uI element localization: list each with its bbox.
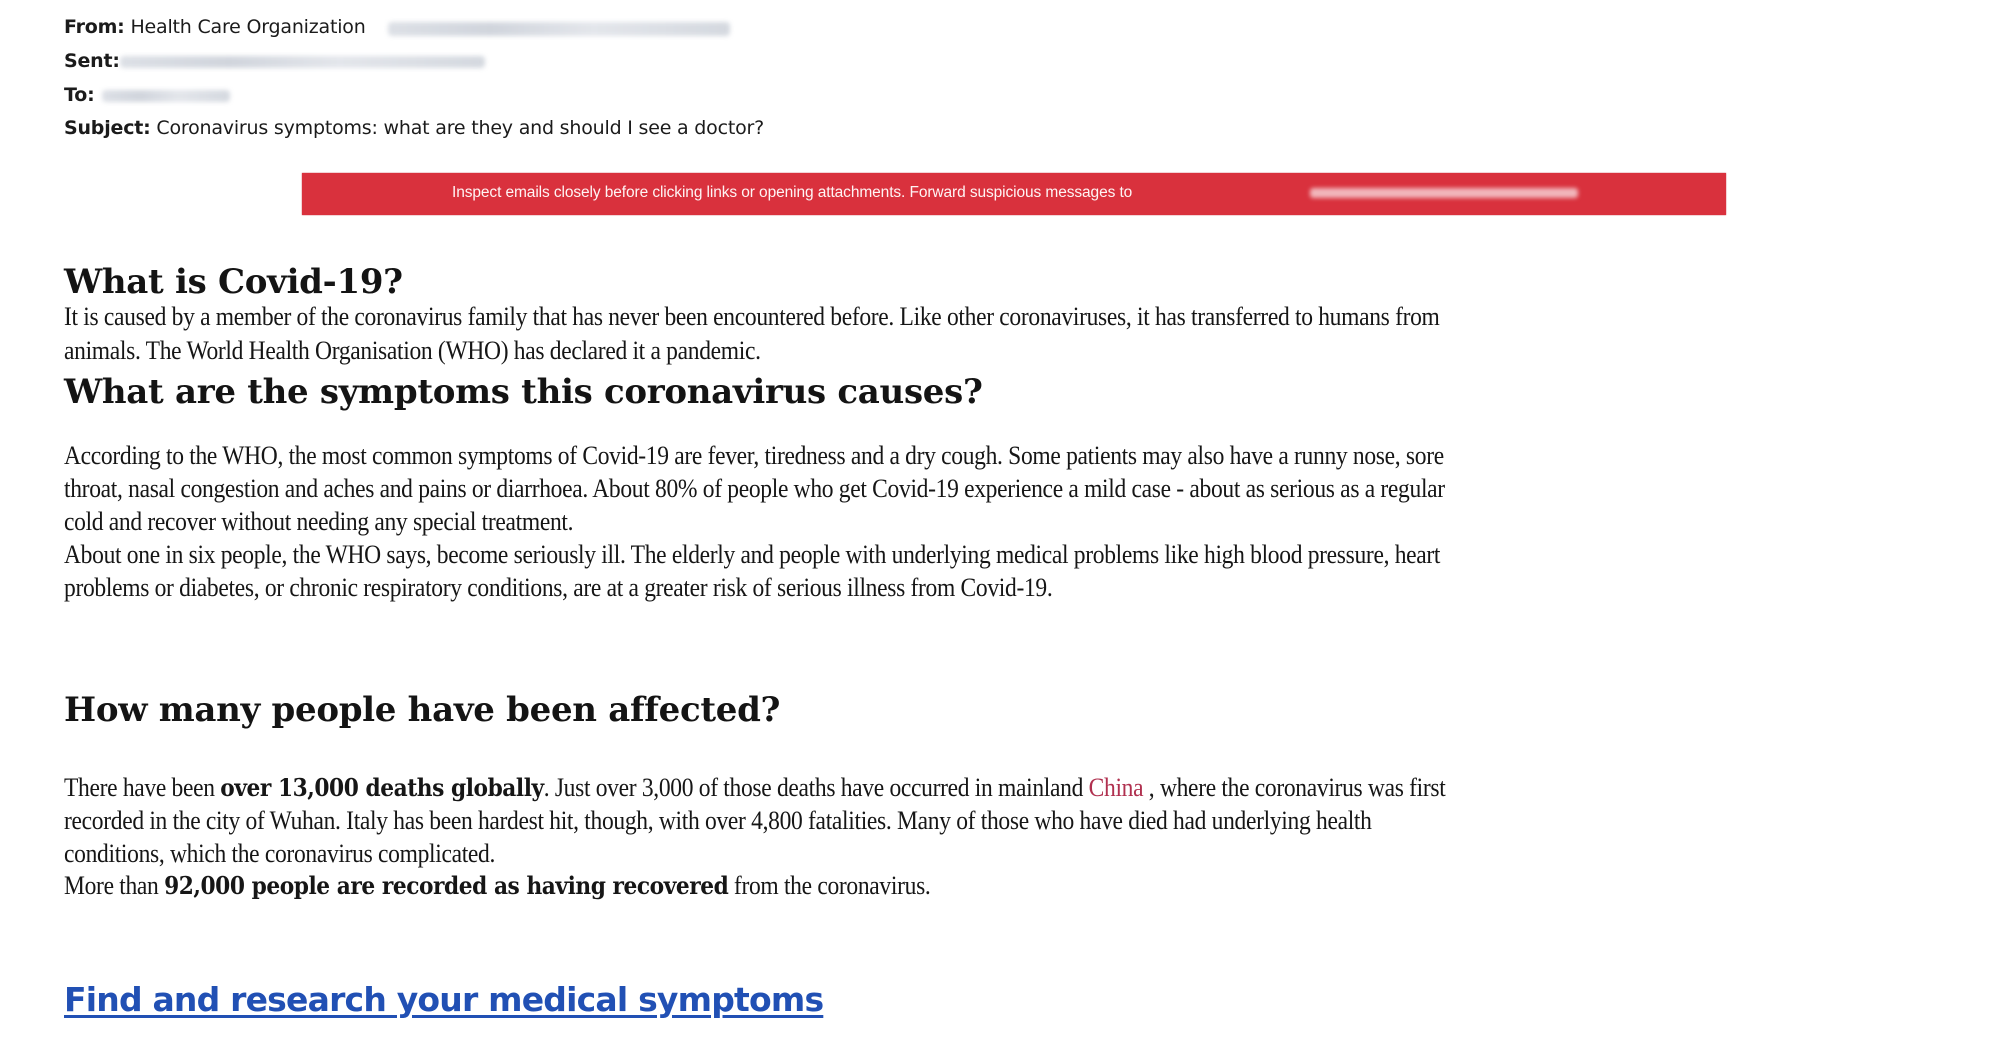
banner-text: Inspect emails closely before clicking links or opening attachments. Forward suspicious messages to xyxy=(452,184,1133,201)
sent-value-redacted xyxy=(120,56,485,68)
text: . Just over 3,000 of those deaths have occurred in mainland xyxy=(543,773,1089,802)
sent-label: Sent: xyxy=(64,50,120,72)
heading-people-affected: How many people have been affected? xyxy=(64,690,781,730)
from-line xyxy=(64,16,366,38)
to-value-redacted xyxy=(102,90,230,102)
paragraph-line-deaths xyxy=(64,773,1445,803)
to-line xyxy=(64,84,95,106)
paragraph-line: problems or diabetes, or chronic respiratory conditions, are at a greater risk of serious illness from Covid-19. xyxy=(64,573,1053,602)
paragraph-line: animals. The World Health Organisation (WHO) has declared it a pandemic. xyxy=(64,336,761,365)
text: from the coronavirus. xyxy=(728,871,931,900)
paragraph-line: About one in six people, the WHO says, become seriously ill. The elderly and people with underlying medical problems like high blood pressure, heart xyxy=(64,540,1441,569)
heading-symptoms: What are the symptoms this coronavirus causes? xyxy=(64,372,983,412)
subject-label: Subject: xyxy=(64,117,151,139)
from-address-redacted xyxy=(388,22,730,36)
paragraph-line: cold and recover without needing any special treatment. xyxy=(64,507,574,536)
report-address-redacted xyxy=(1310,188,1578,198)
bold-recovered: 92,000 people are recorded as having recovered xyxy=(164,871,729,900)
from-value: Health Care Organization xyxy=(130,16,366,38)
paragraph-line-recovered xyxy=(64,871,930,901)
paragraph-line: conditions, which the coronavirus complicated. xyxy=(64,839,496,868)
from-label: From: xyxy=(64,16,125,38)
external-email-warning-banner xyxy=(302,173,1726,215)
paragraph-line: throat, nasal congestion and aches and pains or diarrhoea. About 80% of people who get Covid-19 experience a mild case - about as serious as a regular xyxy=(64,474,1445,503)
paragraph-line: According to the WHO, the most common symptoms of Covid-19 are fever, tiredness and a dry cough. Some patients may also have a runny nose, sore xyxy=(64,441,1444,470)
china-link[interactable]: China xyxy=(1088,773,1144,802)
subject-line xyxy=(64,117,764,139)
heading-what-is-covid: What is Covid-19? xyxy=(64,262,403,302)
to-label: To: xyxy=(64,84,95,106)
sent-line xyxy=(64,50,120,72)
text: , where the coronavirus was first xyxy=(1143,773,1446,802)
find-research-symptoms-link[interactable]: Find and research your medical symptoms xyxy=(64,980,824,1019)
paragraph-line: It is caused by a member of the coronavirus family that has never been encountered before. Like other coronaviruses, it has transferred to humans from xyxy=(64,302,1440,331)
paragraph-line: recorded in the city of Wuhan. Italy has been hardest hit, though, with over 4,800 fatalities. Many of those who have died had underlying health xyxy=(64,806,1372,835)
text: There have been xyxy=(64,773,221,802)
bold-deaths-globally: over 13,000 deaths globally xyxy=(220,773,544,802)
subject-value: Coronavirus symptoms: what are they and should I see a doctor? xyxy=(156,117,765,139)
text: More than xyxy=(64,871,165,900)
